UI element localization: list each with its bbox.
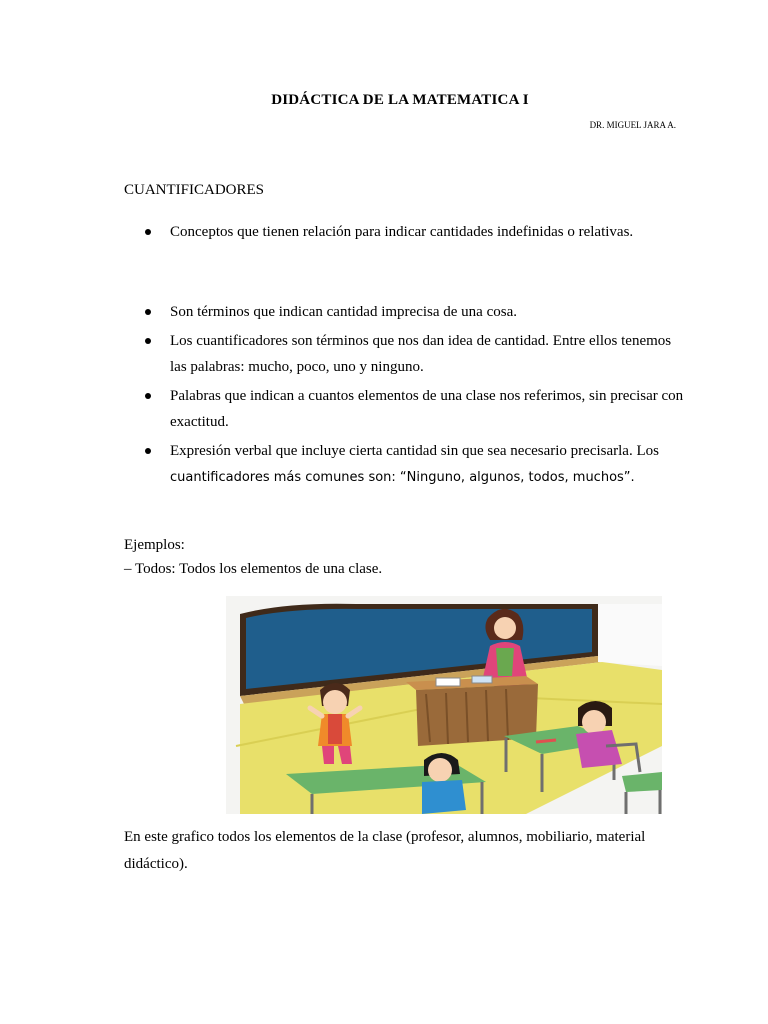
bullet-icon	[145, 448, 151, 454]
list-item-text-sans: cuantificadores más comunes son: “Ninguno, algunos, todos, muchos”.	[170, 470, 635, 485]
chair-right	[622, 772, 662, 814]
example-line: – Todos: Todos los elementos de una clase.	[124, 561, 383, 577]
document-title: DIDÁCTICA DE LA MATEMATICA I	[271, 92, 529, 108]
list-item-text: Expresión verbal que incluye cierta cantidad sin que sea necesario precisarla. Los	[170, 443, 659, 459]
list-item-text: Los cuantificadores son términos que nos dan idea de cantidad. Entre ellos tenemos las palabras: mucho, poco, uno y ninguno.	[170, 333, 672, 375]
bullet-list-definitions	[124, 299, 684, 494]
list-item	[124, 219, 684, 245]
list-item	[124, 299, 684, 325]
author-name: DR. MIGUEL JARA A.	[589, 120, 676, 130]
list-item	[124, 438, 684, 491]
examples-label: Ejemplos:	[124, 537, 185, 553]
illustration-caption: En este grafico todos los elementos de la clase (profesor, alumnos, mobiliario, material didáctico).	[124, 829, 646, 872]
list-item-text: Conceptos que tienen relación para indicar cantidades indefinidas o relativas.	[170, 224, 634, 240]
list-item	[124, 328, 684, 380]
bullet-icon	[145, 393, 151, 399]
classroom-illustration	[226, 596, 662, 814]
bullet-icon	[145, 229, 151, 235]
list-item-text: Palabras que indican a cuantos elementos de una clase nos referimos, sin precisar con exactitud.	[170, 388, 684, 430]
bullet-icon	[145, 338, 151, 344]
list-item-text: Son términos que indican cantidad imprecisa de una cosa.	[170, 304, 517, 320]
bullet-list-intro	[124, 219, 684, 248]
section-heading: CUANTIFICADORES	[124, 182, 265, 198]
classroom-drawing	[226, 596, 662, 814]
wall	[598, 604, 662, 666]
list-item	[124, 383, 684, 435]
bullet-icon	[145, 309, 151, 315]
